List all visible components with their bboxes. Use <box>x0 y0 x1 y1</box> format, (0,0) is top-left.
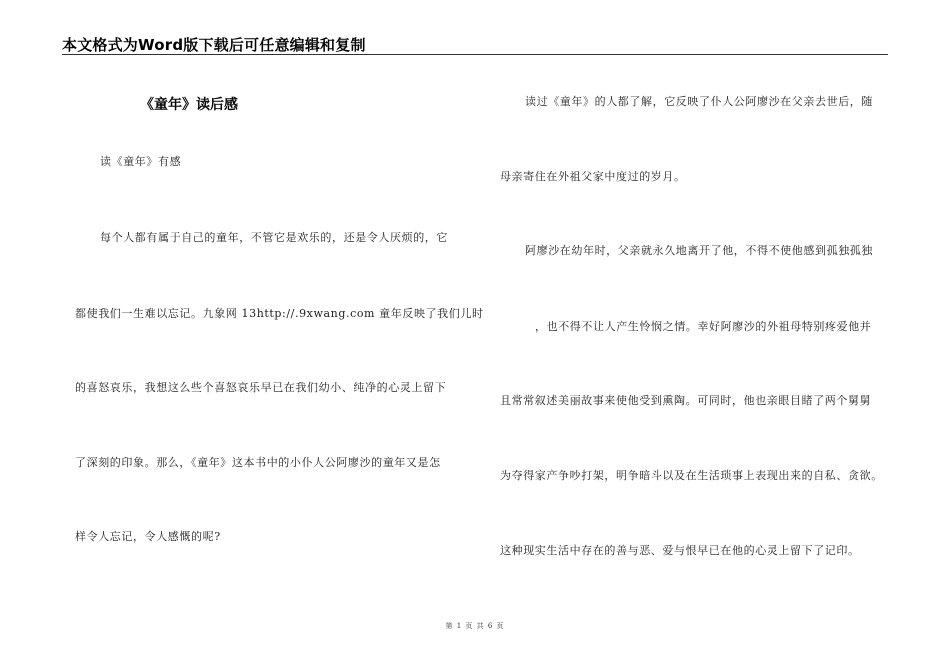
header-divider <box>62 54 888 55</box>
left-line: 的喜怒哀乐，我想这么些个喜怒哀乐早已在我们幼小、纯净的心灵上留下 <box>75 381 447 394</box>
page-header-notice: 本文格式为Word版下载后可任意编辑和复制 <box>62 36 366 54</box>
left-line-subtitle: 读《童年》有感 <box>100 155 182 168</box>
right-line: ，也不得不让人产生怜悯之情。幸好阿廖沙的外祖母特别疼爱他并 <box>535 320 872 333</box>
left-line: 了深刻的印象。那么，《童年》这本书中的小仆人公阿廖沙的童年又是怎 <box>75 456 441 469</box>
page-number-footer: 第 1 页 共 6 页 <box>445 622 505 630</box>
right-line: 阿廖沙在幼年时，父亲就永久地离开了他，不得不使他感到孤独孤独 <box>525 244 873 257</box>
right-line: 这种现实生活中存在的善与恶、爱与恨早已在他的心灵上留下了记印。 <box>500 544 860 557</box>
right-line: 为夺得家产争吵打架，明争暗斗以及在生活琐事上表现出来的自私、贪欲。 <box>500 469 883 482</box>
right-line: 母亲寄住在外祖父家中度过的岁月。 <box>500 170 686 183</box>
right-line: 且常常叙述美丽故事来使他受到熏陶。可同时，他也亲眼目睹了两个舅舅 <box>500 394 872 407</box>
left-line: 每个人都有属于自己的童年，不管它是欢乐的，还是令人厌烦的，它 <box>100 231 448 244</box>
document-title: 《童年》读后感 <box>140 97 238 113</box>
left-line: 都使我们一生难以忘记。九象网 13http://.9xwang.com 童年反映了我们儿时 <box>75 307 484 320</box>
right-line: 读过《童年》的人都了解，它反映了仆人公阿廖沙在父亲去世后，随 <box>525 95 873 108</box>
left-line: 样令人忘记，令人感慨的呢? <box>75 530 221 543</box>
